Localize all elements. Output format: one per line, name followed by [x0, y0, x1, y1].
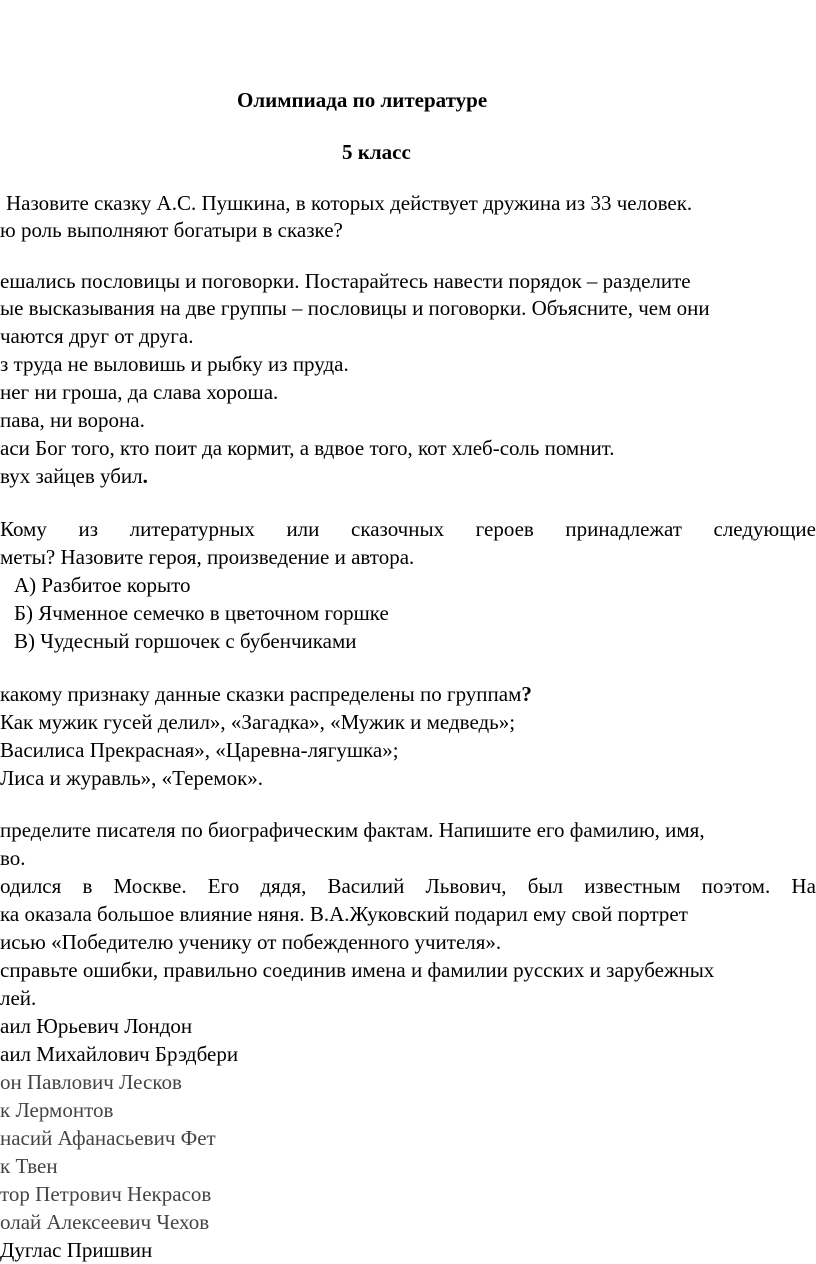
q5-word: Москве. [113, 874, 187, 898]
q6-line2: лей. [0, 986, 37, 1010]
q3-option-b: Б) Ячменное семечко в цветочном горшке [14, 601, 389, 625]
q5-word: На [791, 874, 816, 898]
q6-name-7: тор Петрович Некрасов [0, 1182, 212, 1206]
q3-option-c: В) Чудесный горшочек с бубенчиками [14, 629, 357, 653]
q4-line1-question-mark: ? [521, 682, 532, 706]
q3-word: следующие [713, 517, 816, 541]
q6-name-9: Дуглас Пришвин [0, 1238, 153, 1262]
q6-name-2: аил Михайлович Брэдбери [0, 1042, 239, 1066]
q3-word: принадлежат [565, 517, 682, 541]
q4-group-1: Как мужик гусей делил», «Загадка», «Мужик и медведь»; [0, 710, 516, 734]
q5-line1: пределите писателя по биографическим фактам. Напишите его фамилию, имя, [0, 818, 705, 842]
q3-line1 [0, 515, 816, 543]
q6-name-5: насий Афанасьевич Фет [0, 1126, 216, 1150]
document-title: Олимпиада по литературе [237, 88, 488, 112]
q5-word: Василий [327, 874, 405, 898]
q6-name-1: аил Юрьевич Лондон [0, 1014, 193, 1038]
q2-proverb-4: аси Бог того, кто поит да кормит, а вдвое того, кот хлеб-соль помнит. [0, 436, 615, 460]
q5-word: дядя, [260, 874, 307, 898]
q5-word: известным [584, 874, 681, 898]
q1-line2: ю роль выполняют богатыри в сказке? [0, 218, 343, 242]
q5-word: был [527, 874, 564, 898]
q2-proverb-3: пава, ни ворона. [0, 408, 145, 432]
q6-name-3: он Павлович Лесков [0, 1070, 182, 1094]
q2-proverb-1: з труда не выловишь и рыбку из пруда. [0, 352, 349, 376]
q5-word: одился [0, 874, 62, 898]
q2-proverb-5 [0, 462, 148, 490]
q5-line2: во. [0, 846, 26, 870]
q2-proverb-5-text: вух зайцев убил [0, 464, 143, 488]
q6-name-8: олай Алексеевич Чехов [0, 1210, 210, 1234]
q5-word: в [82, 874, 93, 898]
q1-line1: Назовите сказку А.С. Пушкина, в которых действует дружина из 33 человек. [6, 191, 693, 215]
q5-line4: ка оказала большое влияние няня. В.А.Жуковский подарил ему свой портрет [0, 902, 688, 926]
q3-word: героев [475, 517, 534, 541]
q4-group-3: Лиса и журавль», «Теремок». [0, 766, 264, 790]
q3-word: из [78, 517, 98, 541]
q5-word: Львович, [425, 874, 507, 898]
q4-line1 [0, 680, 532, 708]
q3-option-a: А) Разбитое корыто [14, 573, 191, 597]
q2-line3: чаются друг от друга. [0, 324, 194, 348]
grade-heading: 5 класс [342, 140, 411, 164]
q6-name-6: к Твен [0, 1154, 58, 1178]
q5-word: Его [207, 874, 240, 898]
q4-group-2: Василиса Прекрасная», «Царевна-лягушка»; [0, 738, 399, 762]
q3-word: сказочных [351, 517, 445, 541]
q3-word: Кому [0, 517, 47, 541]
q4-line1-text: какому признаку данные сказки распределены по группам [0, 682, 522, 706]
q5-word: поэтом. [701, 874, 771, 898]
q2-line1: ешались пословицы и поговорки. Постарайтесь навести порядок – разделите [0, 269, 691, 293]
q5-line5: исью «Победителю ученику от побежденного учителя». [0, 930, 502, 954]
q6-line1: справьте ошибки, правильно соединив имена и фамилии русских и зарубежных [0, 958, 715, 982]
q2-proverb-5-period: . [142, 464, 148, 488]
q5-line3 [0, 872, 816, 900]
q3-line2: меты? Назовите героя, произведение и автора. [0, 545, 415, 569]
q2-line2: ые высказывания на две группы – пословицы и поговорки. Объясните, чем они [0, 296, 710, 320]
q3-word: или [286, 517, 320, 541]
q3-word: литературных [129, 517, 255, 541]
q6-name-4: к Лермонтов [0, 1098, 114, 1122]
q2-proverb-2: нег ни гроша, да слава хороша. [0, 380, 279, 404]
